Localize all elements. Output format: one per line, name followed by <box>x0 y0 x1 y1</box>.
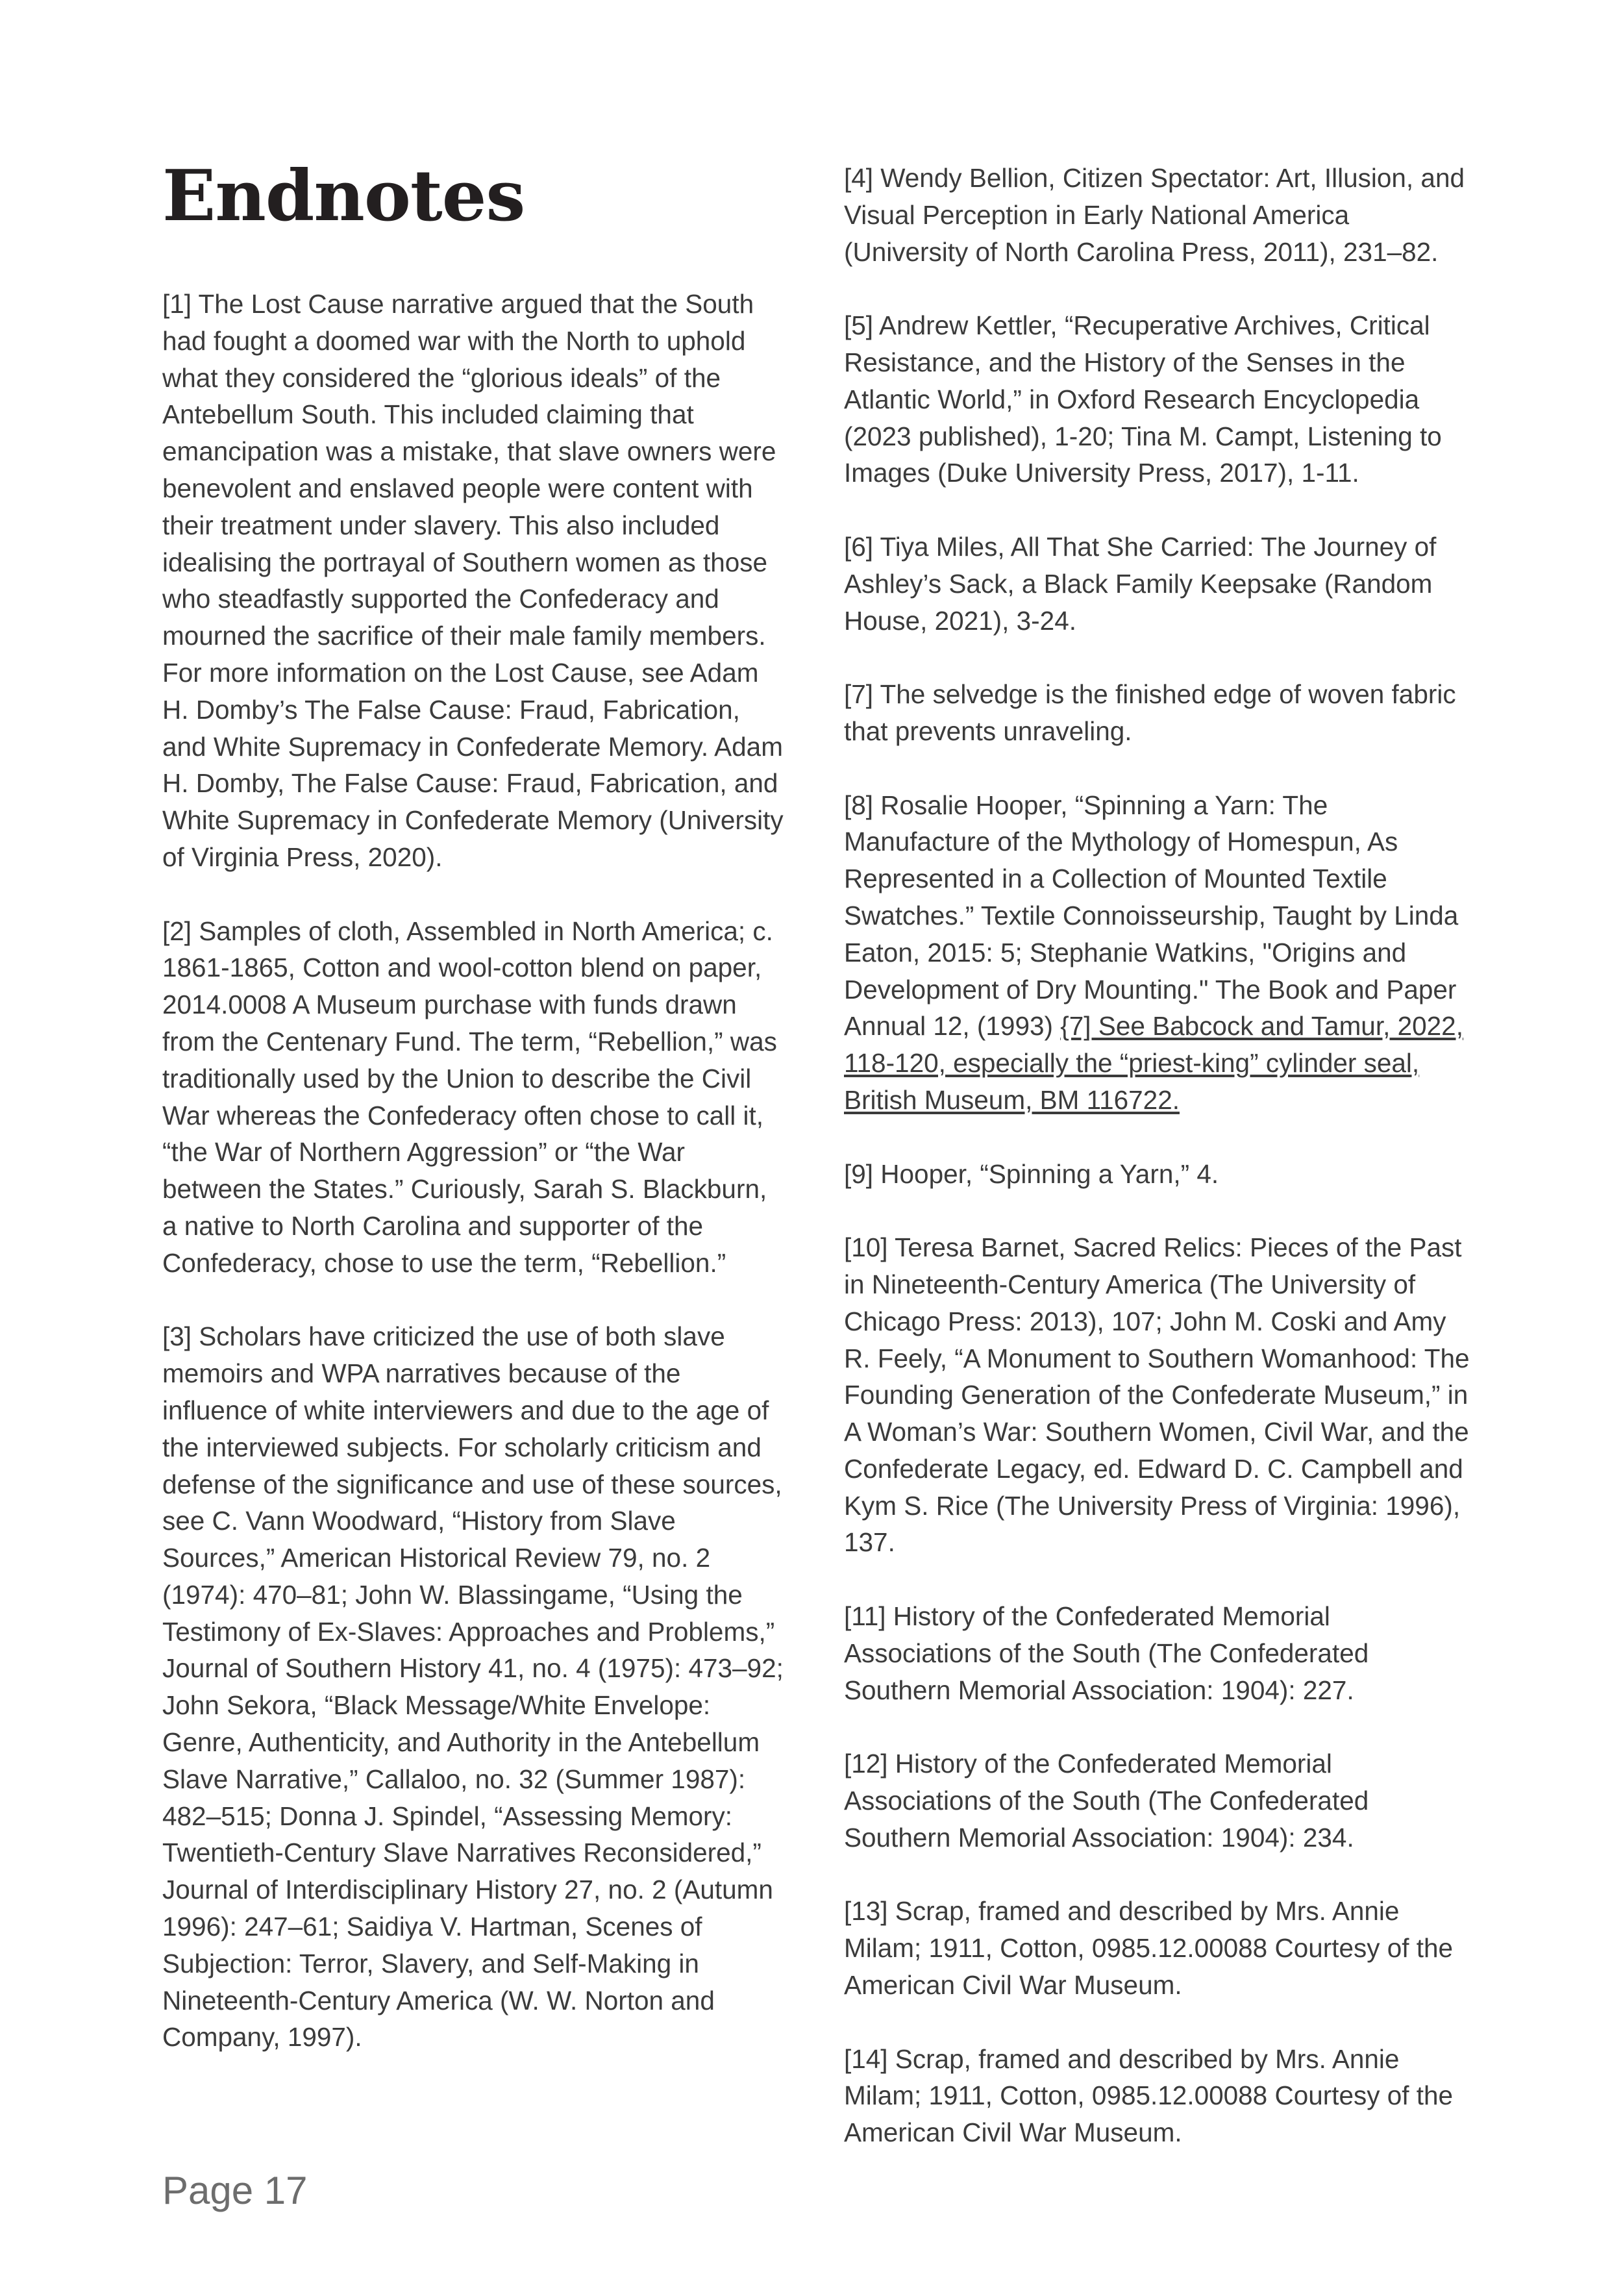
endnote-14: [14] Scrap, framed and described by Mrs. Annie Milam; 1911, Cotton, 0985.12.00088 Courtesy of the American Civil War Museum. <box>844 2043 1454 2148</box>
endnote-5: [5] Andrew Kettler, “Recuperative Archives, Critical Resistance, and the History of the Senses in the Atlantic World,” in Oxford Research Encyclopedia (2023 published), 1-20; Tina M. Campt, Listening to Images (Duke University Press, 2017), 1-11. <box>844 310 1442 488</box>
endnote-6: [6] Tiya Miles, All That She Carried: The Journey of Ashley’s Sack, a Black Family Keepsake (Random House, 2021), 3-24. <box>844 531 1437 636</box>
endnote-11: [11] History of the Confederated Memorial Associations of the South (The Confederated Southern Memorial Association: 1904): 227. <box>844 1601 1369 1705</box>
endnote-8-text: [8] Rosalie Hooper, “Spinning a Yarn: The Manufacture of the Mythology of Homespun, As Represented in a Collection of Mounted Textile Swatches.” Textile Connoisseurship, Taught by Linda Eaton, 2015: 5; Stephanie Watkins, "Origins and Development of Dry Mounting." The Book and Paper Annual 12, (1993) <box>844 790 1459 1042</box>
endnotes-right-column <box>844 160 1474 2188</box>
endnote-4: [4] Wendy Bellion, Citizen Spectator: Art, Illusion, and Visual Perception in Early National America (University of North Carolina Press, 2011), 231–82. <box>844 163 1465 267</box>
page-title: Endnotes <box>162 155 525 237</box>
endnote-3: [3] Scholars have criticized the use of both slave memoirs and WPA narratives because of the influence of white interviewers and due to the age of the interviewed subjects. For scholarly criticism and defense of the significance and use of these sources, see C. Vann Woodward, “History from Slave Sources,” American Historical Review 79, no. 2 (1974): 470–81; John W. Blassingame, “Using the Testimony of Ex-Slaves: Approaches and Problems,” Journal of Southern History 41, no. 4 (1975): 473–92; John Sekora, “Black Message/White Envelope: Genre, Authenticity, and Authority in the Antebellum Slave Narrative,” Callaloo, no. 32 (Summer 1987): 482–515; Donna J. Spindel, “Assessing Memory: Twentieth-Century Slave Narratives Reconsidered,” Journal of Interdisciplinary History 27, no. 2 (Autumn 1996): 247–61; Saidiya V. Hartman, Scenes of Subjection: Terror, Slavery, and Self-Making in Nineteenth-Century America (W. W. Norton and Company, 1997). <box>162 1321 784 2053</box>
endnote-13: [13] Scrap, framed and described by Mrs. Annie Milam; 1911, Cotton, 0985.12.00088 Courtesy of the American Civil War Museum. <box>844 1896 1454 2001</box>
endnote-1: [1] The Lost Cause narrative argued that the South had fought a doomed war with the North to uphold what they considered the “glorious ideals” of the Antebellum South. This included claiming that emancipation was a mistake, that slave owners were benevolent and enslaved people were content with their treatment under slavery. This also included idealising the portrayal of Southern women as those who steadfastly supported the Confederacy and mourned the sacrifice of their male family members. For more information on the Lost Cause, see Adam H. Domby’s The False Cause: Fraud, Fabrication, and White Supremacy in Confederate Memory. Adam H. Domby, The False Cause: Fraud, Fabrication, and White Supremacy in Confederate Memory (University of Virginia Press, 2020). <box>162 289 784 872</box>
page-number: Page 17 <box>162 2169 308 2212</box>
endnote-8-link[interactable]: {7] See Babcock and Tamur, 2022, 118-120, especially the “priest-king” cylinder seal, British Museum, BM 116722. <box>844 1011 1463 1115</box>
endnote-9: [9] Hooper, “Spinning a Yarn,” 4. <box>844 1158 1219 1189</box>
endnote-12: [12] History of the Confederated Memorial Associations of the South (The Confederated Southern Memorial Association: 1904): 234. <box>844 1749 1369 1853</box>
endnote-8 <box>844 787 1474 1119</box>
endnotes-left-column <box>162 286 787 2093</box>
endnote-7: [7] The selvedge is the finished edge of woven fabric that prevents unraveling. <box>844 679 1456 746</box>
endnote-2: [2] Samples of cloth, Assembled in North America; c. 1861-1865, Cotton and wool-cotton blend on paper, 2014.0008 A Museum purchase with funds drawn from the Centenary Fund. The term, “Rebellion,” was traditionally used by the Union to describe the Civil War whereas the Confederacy often chose to call it, “the War of Northern Aggression” or “the War between the States.” Curiously, Sarah S. Blackburn, a native to North Carolina and supporter of the Confederacy, chose to use the term, “Rebellion.” <box>162 916 777 1278</box>
endnote-10: [10] Teresa Barnet, Sacred Relics: Pieces of the Past in Nineteenth-Century America (The University of Chicago Press: 2013), 107; John M. Coski and Amy R. Feely, “A Monument to Southern Womanhood: The Founding Generation of the Confederate Museum,” in A Woman’s War: Southern Women, Civil War, and the Confederate Legacy, ed. Edward D. C. Campbell and Kym S. Rice (The University Press of Virginia: 1996), 137. <box>844 1232 1470 1558</box>
